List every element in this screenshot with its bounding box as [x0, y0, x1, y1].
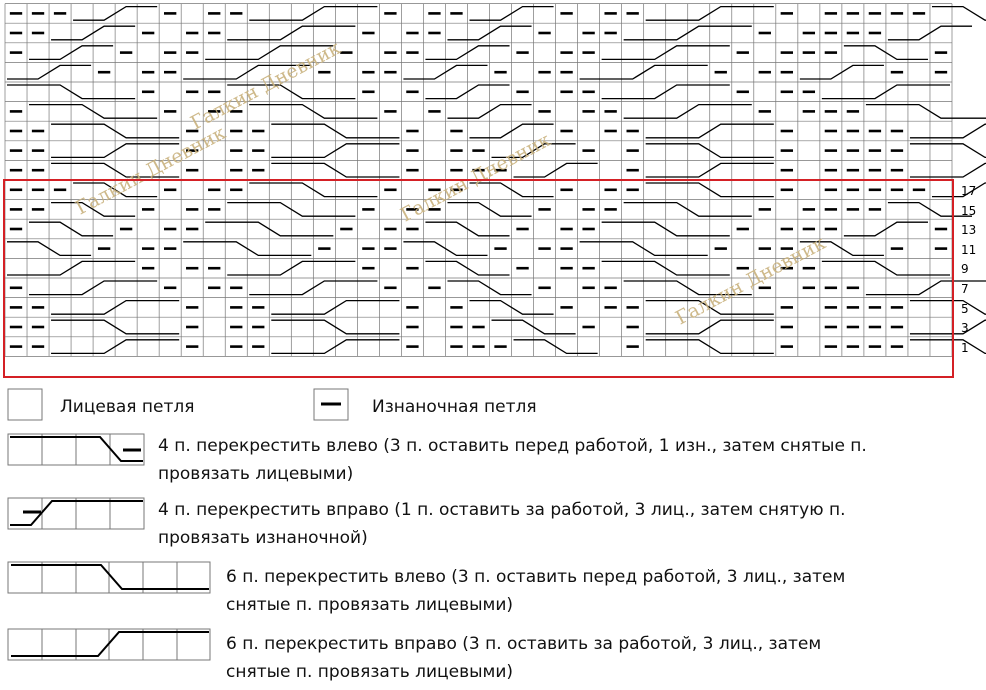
cable-4-left-icon	[7, 433, 147, 467]
watermark-text: Галкин Дневник	[672, 231, 830, 330]
row-label: 11	[961, 242, 977, 257]
cable-cross	[910, 320, 986, 334]
row-label: 1	[961, 340, 969, 355]
knit-label: Лицевая петля	[60, 397, 195, 417]
cable-4-left-text-2: провязать лицевыми)	[158, 464, 354, 484]
cable-6-left-text-1: 6 п. перекрестить влево (3 п. оставить перед работой, 3 лиц., затем	[226, 567, 846, 587]
cable-4-right-text-2: провязать изнаночной)	[158, 528, 368, 548]
purl-stitch-icon	[313, 388, 353, 422]
cable-cross	[866, 105, 986, 119]
cable-cross	[910, 163, 986, 177]
cable-cross	[910, 301, 986, 315]
purl-label: Изнаночная петля	[372, 397, 537, 417]
watermarks	[72, 37, 829, 330]
cable-4-right-icon	[7, 497, 147, 531]
watermark-text: Галкин Дневник	[397, 128, 555, 227]
watermark-text: Галкин Дневник	[187, 36, 345, 135]
cable-6-left-icon	[7, 561, 213, 595]
cable-6-right-icon	[7, 628, 213, 662]
row-label: 15	[961, 203, 977, 218]
cable-6-right-text-2: снятые п. провязать лицевыми)	[226, 662, 514, 682]
cable-cross	[910, 124, 986, 138]
cable-cross	[910, 340, 986, 354]
row-label: 13	[961, 223, 977, 238]
cable-4-right-text-1: 4 п. перекрестить вправо (1 п. оставить за работой, 3 лиц., затем снятую п.	[158, 500, 846, 520]
watermark-text: Галкин Дневник	[72, 121, 230, 220]
cable-cross	[932, 183, 986, 197]
row-label: 5	[961, 301, 969, 316]
row-label: 9	[961, 262, 969, 277]
row-label: 3	[961, 321, 969, 336]
knit-stitch-icon	[7, 388, 47, 422]
row-label: 17	[961, 184, 977, 198]
cable-cross	[910, 144, 986, 158]
cable-cross	[932, 7, 986, 21]
cable-6-left-text-2: снятые п. провязать лицевыми)	[226, 595, 514, 615]
row-label: 7	[961, 282, 969, 296]
cable-4-left-text-1: 4 п. перекрестить влево (3 п. оставить перед работой, 1 изн., затем снятые п.	[158, 436, 867, 456]
cable-6-right-text-1: 6 п. перекрестить вправо (3 п. оставить за работой, 3 лиц., затем	[226, 634, 822, 654]
